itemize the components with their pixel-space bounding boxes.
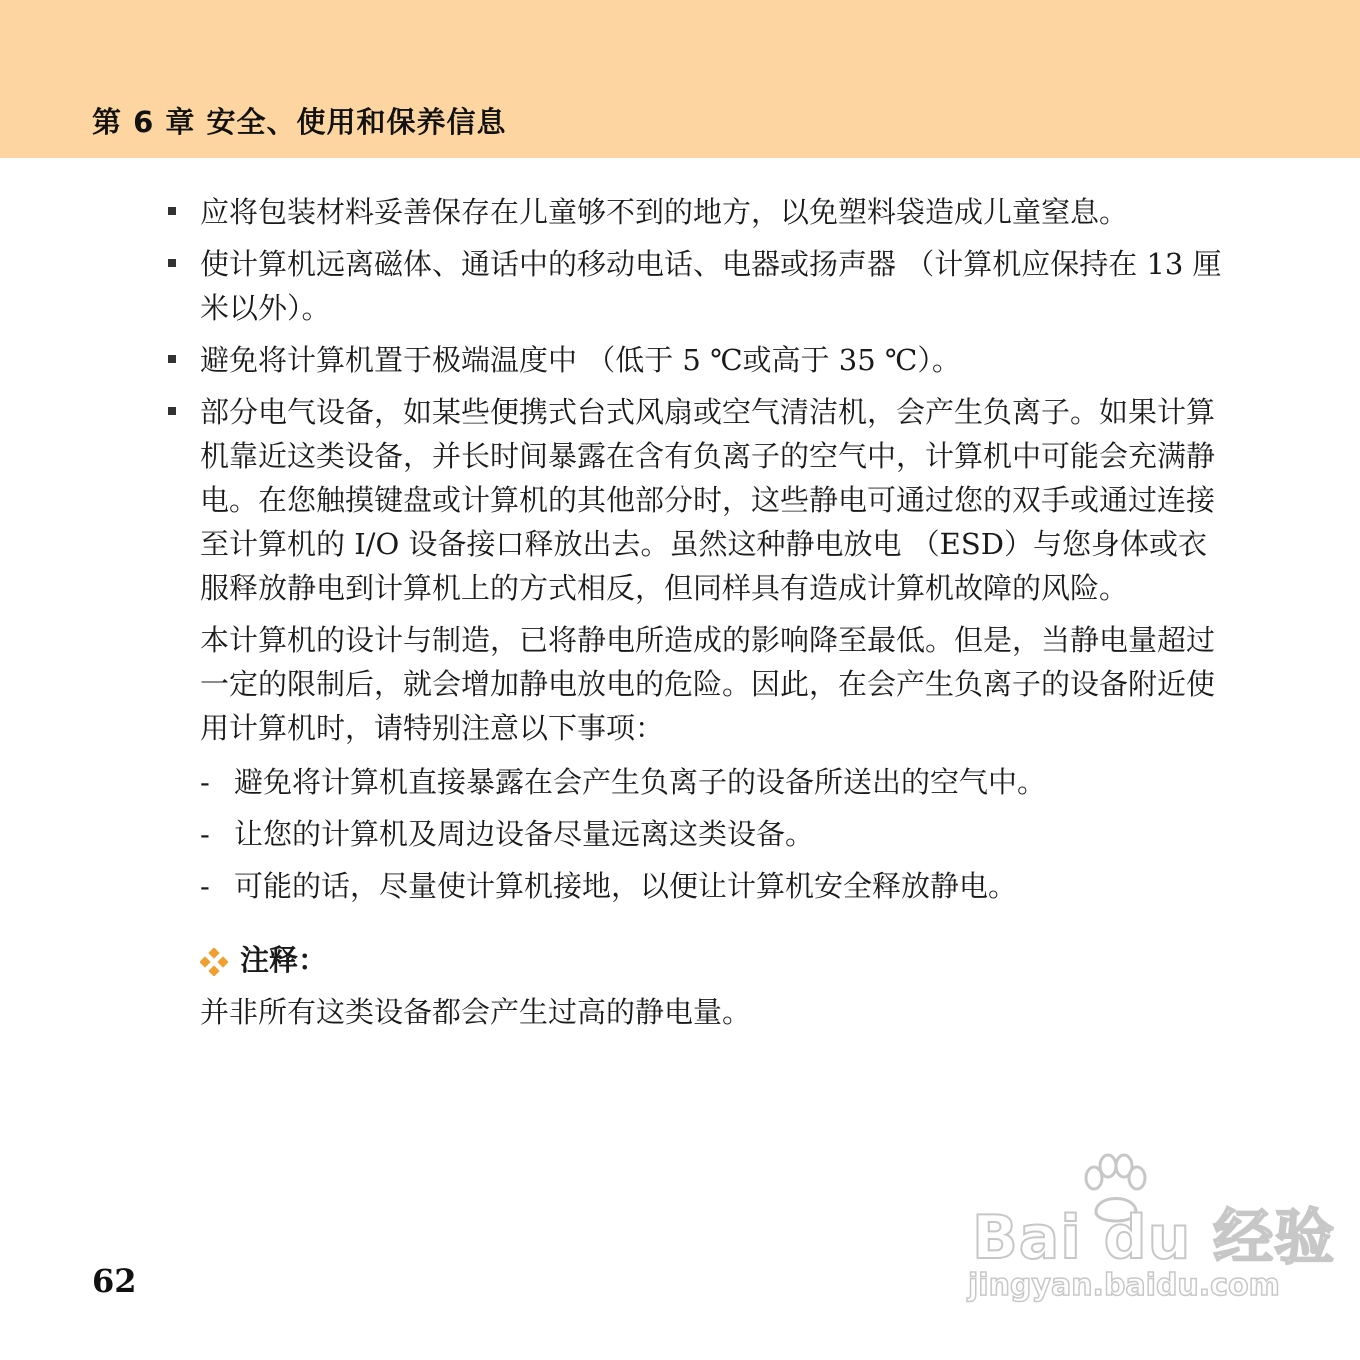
dash-item	[164, 760, 1234, 804]
bullet-text: 部分电气设备，如某些便携式台式风扇或空气清洁机，会产生负离子。如果计算机靠近这类设备，并长时间暴露在含有负离子的空气中，计算机中可能会充满静电。在您触摸键盘或计算机的其他部分时，这些静电可通过您的双手或通过连接至计算机的 I/O 设备接口释放出去。虽然这种静电放电 （ESD）与您身体或衣服释放静电到计算机上的方式相反，但同样具有造成计算机故障的风险。	[200, 395, 1216, 605]
bullet-text: 应将包装材料妥善保存在儿童够不到的地方，以免塑料袋造成儿童窒息。	[200, 195, 1129, 229]
page-number: 62	[92, 1262, 137, 1300]
dash-item	[164, 864, 1234, 908]
bullet-item	[164, 338, 1234, 382]
page-content	[164, 190, 1234, 1034]
note-label: 注释：	[240, 943, 328, 977]
chapter-title: 第 6 章 安全、使用和保养信息	[92, 105, 507, 139]
square-bullet-icon	[168, 407, 176, 415]
watermark-url: jingyan.baidu.com	[968, 1268, 1280, 1303]
note-text: 并非所有这类设备都会产生过高的静电量。	[200, 995, 752, 1029]
baidu-watermark	[962, 1150, 1336, 1320]
dash-text: 避免将计算机直接暴露在会产生负离子的设备所送出的空气中。	[234, 765, 1047, 799]
dash-mark: -	[200, 817, 210, 851]
square-bullet-icon	[168, 355, 176, 363]
dash-mark: -	[200, 765, 210, 799]
note-heading	[164, 938, 1234, 982]
dash-item	[164, 812, 1234, 856]
chapter-header-band	[0, 0, 1360, 158]
diamond-cluster-icon	[200, 948, 228, 976]
bullet-text: 使计算机远离磁体、通话中的移动电话、电器或扬声器 （计算机应保持在 13 厘米以外）。	[200, 247, 1222, 325]
bullet-item	[164, 190, 1234, 234]
dash-mark: -	[200, 869, 210, 903]
watermark-logo-text: Bai du 经验	[972, 1203, 1336, 1273]
body-paragraph: 本计算机的设计与制造，已将静电所造成的影响降至最低。但是，当静电量超过一定的限制后，就会增加静电放电的危险。因此，在会产生负离子的设备附近使用计算机时，请特别注意以下事项：	[200, 623, 1216, 745]
dash-text: 让您的计算机及周边设备尽量远离这类设备。	[234, 817, 815, 851]
bullet-item	[164, 390, 1234, 610]
square-bullet-icon	[168, 259, 176, 267]
bullet-text: 避免将计算机置于极端温度中 （低于 5 ℃或高于 35 ℃）。	[200, 343, 961, 377]
dash-text: 可能的话，尽量使计算机接地，以便让计算机安全释放静电。	[234, 869, 1018, 903]
bullet-item	[164, 242, 1234, 330]
square-bullet-icon	[168, 207, 176, 215]
